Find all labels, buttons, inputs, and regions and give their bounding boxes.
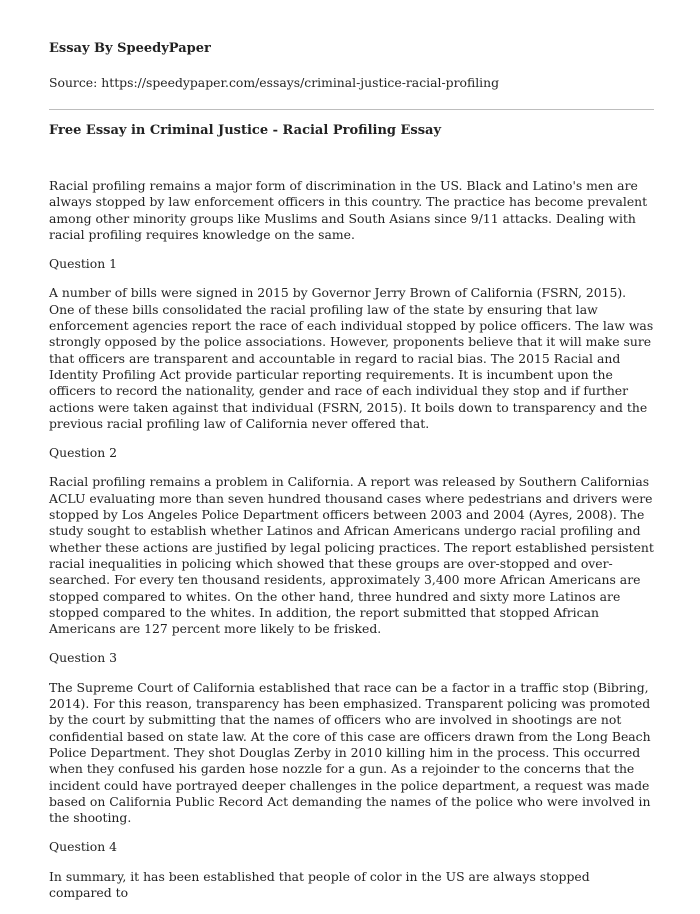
header-divider xyxy=(49,109,654,110)
question-2-label: Question 2 xyxy=(49,445,118,461)
question-2-paragraph: Racial profiling remains a problem in California. A report was released by Southern Californias ACLU evaluating more than seven hundred thousand cases where pedestrians and drivers were stopped by Los Angeles Police Department officers between 2003 and 2004 (Ayres, 2008). The study sought to establish whether Latinos and African Americans undergo racial profiling and whether these actions are justified by legal policing practices. The report established persistent racial inequalities in policing which showed that these groups are over-stopped and over-searched. For every ten thousand residents, approximately 3,400 more African Americans are stopped compared to whites. On the other hand, three hundred and sixty more Latinos are stopped compared to the whites. In addition, the report submitted that stopped African Americans are 127 percent more likely to be frisked. xyxy=(49,474,654,637)
document-page xyxy=(49,40,654,914)
essay-body xyxy=(49,178,654,901)
source-line: Source: https://speedypaper.com/essays/criminal-justice-racial-profiling xyxy=(49,75,500,90)
intro-paragraph: Racial profiling remains a major form of discrimination in the US. Black and Latino's men are always stopped by law enforcement officers in this country. The practice has become prevalent among other minority groups like Muslims and South Asians since 9/11 attacks. Dealing with racial profiling requires knowledge on the same. xyxy=(49,178,648,242)
question-3-paragraph: The Supreme Court of California established that race can be a factor in a traffic stop (Bibring, 2014). For this reason, transparency has been emphasized. Transparent policing was promoted by the court by submitting that the names of officers who are involved in shootings are not confidential based on state law. At the core of this case are officers drawn from the Long Beach Police Department. They shot Douglas Zerby in 2010 killing him in the process. This occurred when they confused his garden hose nozzle for a gun. As a rejoinder to the concerns that the incident could have portrayed deeper challenges in the police department, a request was made based on California Public Record Act demanding the names of the police who were involved in the shooting. xyxy=(49,679,651,826)
question-4-paragraph: In summary, it has been established that people of color in the US are always stopped compared to xyxy=(49,868,590,900)
site-header-title: Essay By SpeedyPaper xyxy=(49,41,211,56)
question-1-paragraph: A number of bills were signed in 2015 by Governor Jerry Brown of California (FSRN, 2015). One of these bills consolidated the racial profiling law of the state by ensuring that law enforcement agencies report the race of each individual stopped by police officers. The law was strongly opposed by the police associations. However, proponents believe that it will make sure that officers are transparent and accountable in regard to racial bias. The 2015 Racial and Identity Profiling Act provide particular reporting requirements. It is incumbent upon the officers to record the nationality, gender and race of each individual they stop and if further actions were taken against that individual (FSRN, 2015). It boils down to transparency and the previous racial profiling law of California never offered that. xyxy=(49,285,654,431)
question-3-label: Question 3 xyxy=(49,650,118,666)
essay-title: Free Essay in Criminal Justice - Racial Profiling Essay xyxy=(49,123,442,138)
question-4-label: Question 4 xyxy=(49,839,118,855)
question-1-label: Question 1 xyxy=(49,256,118,272)
